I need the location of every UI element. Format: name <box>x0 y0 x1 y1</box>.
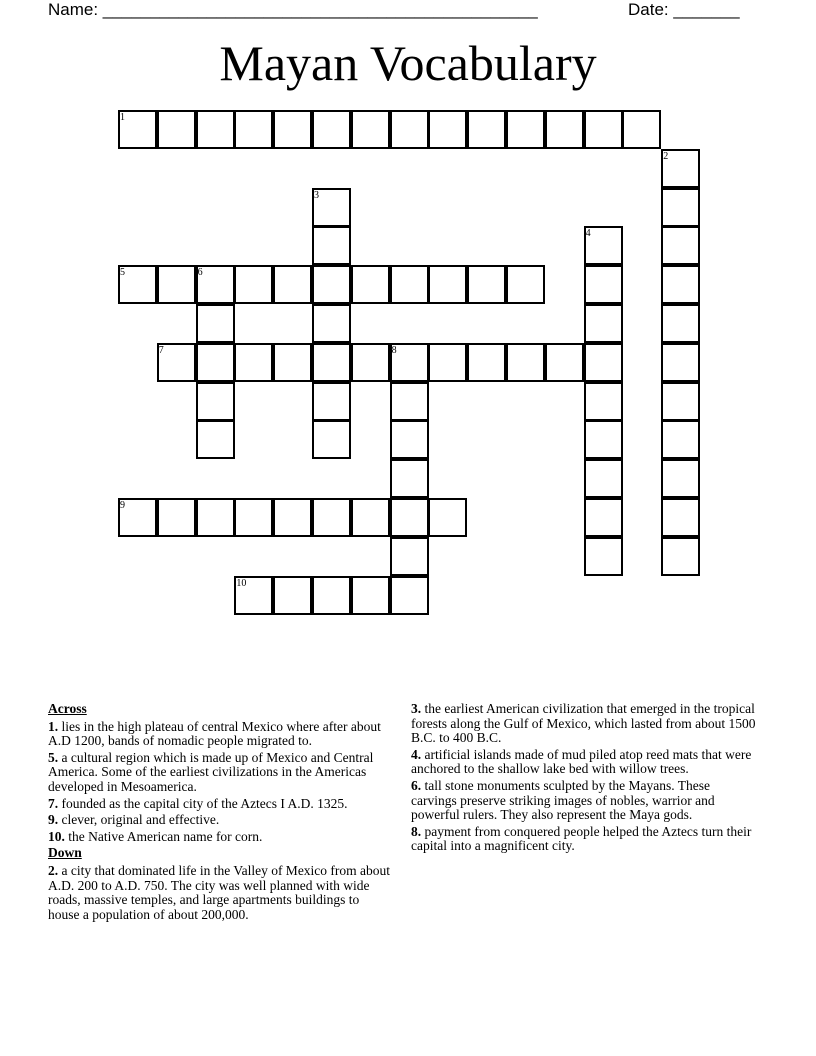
clue-down-4 <box>411 748 756 777</box>
date-field[interactable]: Date: _______ <box>628 0 740 19</box>
grid-cell[interactable] <box>428 343 467 382</box>
grid-cell[interactable] <box>661 304 700 343</box>
clue-text: artificial islands made of mud piled atop reed mats that were anchored to the shallow lake bed with willow trees. <box>411 746 752 777</box>
clue-number-label: 7 <box>158 344 164 356</box>
clue-across-1 <box>48 720 393 749</box>
clue-number-label: 5 <box>120 267 125 279</box>
grid-cell[interactable] <box>390 382 429 421</box>
clue-number-label: 10 <box>236 577 247 589</box>
grid-cell[interactable] <box>661 188 700 227</box>
clue-number-label: 1 <box>120 112 125 123</box>
grid-cell[interactable] <box>312 110 351 149</box>
grid-cell[interactable] <box>584 537 623 576</box>
clue-number-label: 4 <box>585 228 591 240</box>
grid-cell[interactable] <box>273 343 312 382</box>
grid-cell[interactable] <box>584 304 623 343</box>
clue-number: 5. <box>48 749 59 765</box>
grid-cell[interactable] <box>196 304 235 343</box>
grid-cell[interactable] <box>506 343 545 382</box>
grid-cell[interactable] <box>467 343 506 382</box>
clue-across-10 <box>48 830 393 845</box>
clue-down-8 <box>411 825 756 854</box>
grid-cell[interactable] <box>273 110 312 149</box>
clue-text: tall stone monuments sculpted by the Mayans. These carvings preserve striking images of nobles, warrior and powerful rulers. They also represent the Maya gods. <box>411 777 715 823</box>
grid-cell[interactable] <box>312 226 351 265</box>
grid-cell[interactable] <box>312 420 351 459</box>
clue-number: 9. <box>48 812 59 828</box>
grid-cell[interactable] <box>312 265 351 304</box>
grid-cell[interactable] <box>312 382 351 421</box>
clue-number-label: 6 <box>197 267 203 279</box>
grid-cell[interactable] <box>661 265 700 304</box>
grid-cell[interactable] <box>545 343 584 382</box>
grid-cell[interactable] <box>661 226 700 265</box>
clue-text: the Native American name for corn. <box>68 828 263 844</box>
grid-cell[interactable] <box>157 265 196 304</box>
grid-cell[interactable] <box>428 110 467 149</box>
grid-cell[interactable] <box>584 498 623 537</box>
grid-cell[interactable] <box>661 343 700 382</box>
grid-cell[interactable] <box>273 576 312 615</box>
grid-cell[interactable] <box>390 537 429 576</box>
grid-cell[interactable] <box>506 265 545 304</box>
clue-number-label: 8 <box>391 344 397 356</box>
grid-cell[interactable] <box>312 343 351 382</box>
grid-cell[interactable] <box>584 459 623 498</box>
grid-cell[interactable] <box>545 110 584 149</box>
clue-number-label: 3 <box>314 189 319 201</box>
clue-down-3 <box>411 702 756 746</box>
clue-number: 6. <box>411 777 422 793</box>
clue-number: 10. <box>48 828 65 844</box>
grid-cell[interactable] <box>351 576 390 615</box>
grid-cell[interactable] <box>390 420 429 459</box>
down-heading: Down <box>48 845 82 861</box>
clue-across-9 <box>48 813 393 828</box>
grid-cell[interactable] <box>661 537 700 576</box>
grid-cell[interactable] <box>351 498 390 537</box>
clue-number: 7. <box>48 795 59 811</box>
grid-cell[interactable] <box>390 459 429 498</box>
grid-cell[interactable] <box>157 110 196 149</box>
clue-text: a cultural region which is made up of Mexico and Central America. Some of the earliest civilizations in the Americas developed in Mesoamerica. <box>48 749 374 794</box>
clue-across-5 <box>48 751 393 795</box>
clue-text: founded as the capital city of the Aztecs I A.D. 1325. <box>61 795 348 811</box>
grid-cell[interactable] <box>390 576 429 615</box>
clue-number: 3. <box>411 701 422 716</box>
name-field[interactable]: Name: ______________________________________________ <box>48 0 538 19</box>
clue-number-label: 2 <box>663 150 669 162</box>
grid-cell[interactable] <box>351 265 390 304</box>
clue-text: clever, original and effective. <box>61 812 220 828</box>
grid-cell[interactable] <box>661 420 700 459</box>
grid-cell[interactable] <box>428 498 467 537</box>
grid-cell[interactable] <box>506 110 545 149</box>
clues-column-left <box>48 702 393 924</box>
clue-down-2 <box>48 864 393 922</box>
across-heading: Across <box>48 701 87 716</box>
grid-cell[interactable] <box>196 343 235 382</box>
grid-cell[interactable] <box>584 343 623 382</box>
grid-cell[interactable] <box>312 498 351 537</box>
grid-cell[interactable] <box>273 498 312 537</box>
grid-cell[interactable] <box>196 498 235 537</box>
grid-cell[interactable] <box>351 110 390 149</box>
clue-text: payment from conquered people helped the Aztecs turn their capital into a magnificent city. <box>411 823 752 854</box>
clue-number-label: 9 <box>120 500 125 511</box>
clue-number: 1. <box>48 718 59 734</box>
grid-cell[interactable] <box>312 304 351 343</box>
grid-cell[interactable] <box>390 498 429 537</box>
clue-number: 4. <box>411 746 422 762</box>
grid-cell[interactable] <box>622 110 661 149</box>
grid-cell[interactable] <box>584 382 623 421</box>
grid-cell[interactable] <box>584 110 623 149</box>
grid-cell[interactable] <box>273 265 312 304</box>
grid-cell[interactable] <box>234 498 273 537</box>
grid-cell[interactable] <box>351 343 390 382</box>
grid-cell[interactable] <box>196 420 235 459</box>
grid-cell[interactable] <box>467 265 506 304</box>
clue-number: 8. <box>411 823 422 839</box>
grid-cell[interactable] <box>196 110 235 149</box>
grid-cell[interactable] <box>428 265 467 304</box>
grid-cell[interactable] <box>390 110 429 149</box>
grid-cell[interactable] <box>390 265 429 304</box>
grid-cell[interactable] <box>661 382 700 421</box>
clue-across-7 <box>48 797 393 812</box>
grid-cell[interactable] <box>661 459 700 498</box>
grid-cell[interactable] <box>234 265 273 304</box>
grid-cell[interactable] <box>157 498 196 537</box>
clue-text: lies in the high plateau of central Mexico where after about A.D 1200, bands of nomadic people migrated to. <box>48 718 381 749</box>
grid-cell[interactable] <box>584 420 623 459</box>
grid-cell[interactable] <box>661 498 700 537</box>
clues-column-right <box>411 702 756 856</box>
clue-text: the earliest American civilization that emerged in the tropical forests along the Gulf of Mexico, which lasted from about 1500 B.C. to 400 B.C. <box>411 701 756 746</box>
clue-down-6 <box>411 779 756 823</box>
clue-number: 2. <box>48 862 59 878</box>
grid-cell[interactable] <box>196 382 235 421</box>
grid-cell[interactable] <box>234 343 273 382</box>
grid-cell[interactable] <box>467 110 506 149</box>
grid-cell[interactable] <box>584 265 623 304</box>
puzzle-title: Mayan Vocabulary <box>219 35 597 91</box>
clue-text: a city that dominated life in the Valley of Mexico from about A.D. 200 to A.D. 750. The city was well planned with wide roads, massive temples, and large apartments buildings to house a population of about 200,000. <box>48 862 391 922</box>
grid-cell[interactable] <box>312 576 351 615</box>
grid-cell[interactable] <box>234 110 273 149</box>
